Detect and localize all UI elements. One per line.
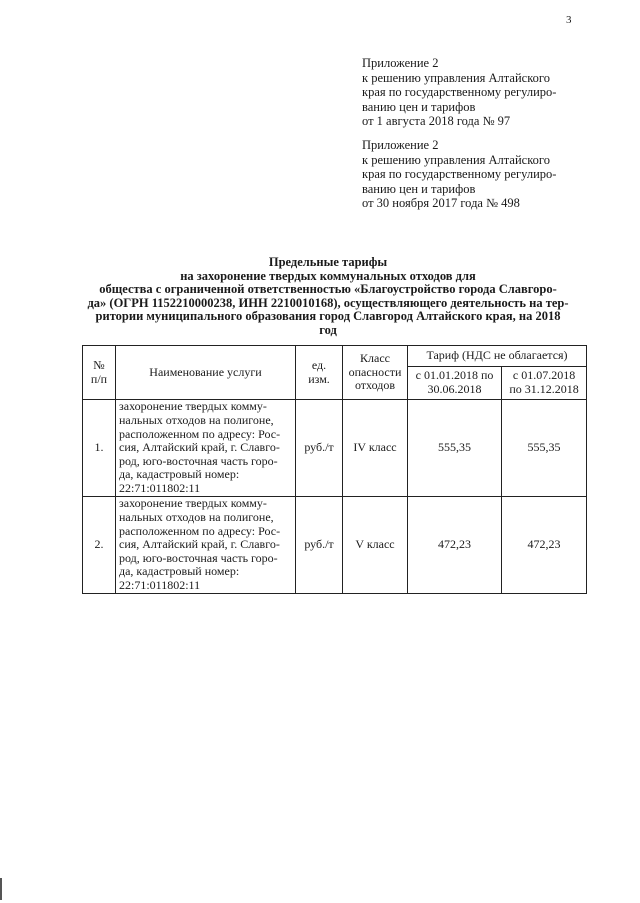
- unit: руб./т: [296, 400, 343, 497]
- service-name-line: да, кадастровый номер:: [119, 467, 240, 482]
- table-row: [83, 400, 587, 497]
- header-period-line: по 31.12.2018: [509, 382, 579, 396]
- header-num-line: п/п: [90, 371, 108, 386]
- service-name-line: нальных отходов на полигоне,: [119, 510, 274, 525]
- header-period-2: [502, 367, 587, 400]
- header-class-line: Класс: [360, 351, 390, 366]
- service-name-line: 22:71:011802:11: [119, 577, 201, 592]
- header-period-line: с 01.01.2018 по: [415, 368, 494, 383]
- title-line: да» (ОГРН 1152210000238, ИНН 2210010168), осуществляющего деятельность на тер-: [87, 295, 569, 310]
- service-name: [116, 400, 296, 497]
- unit: руб./т: [296, 497, 343, 594]
- service-name-line: захоронение твердых комму-: [119, 399, 267, 414]
- service-name-line: расположенном по адресу: Рос-: [119, 426, 281, 441]
- header-period-line: с 01.07.2018: [512, 368, 576, 383]
- appendix-line: от 30 ноября 2017 года № 498: [362, 196, 520, 210]
- hazard-class: IV класс: [343, 400, 408, 497]
- tariff-period-2: 555,35: [502, 400, 587, 497]
- tariff-period-2: 472,23: [502, 497, 587, 594]
- title-line: на захоронение твердых коммунальных отходов для: [180, 268, 476, 283]
- appendix-line: к решению управления Алтайского: [362, 70, 550, 85]
- header-num: [83, 346, 116, 400]
- service-name-line: сия, Алтайский край, г. Славго-: [119, 537, 280, 552]
- service-name: [116, 497, 296, 594]
- header-class-line: отходов: [354, 378, 396, 393]
- header-tariff-group: Тариф (НДС не облагается): [408, 346, 587, 367]
- header-unit-line: изм.: [308, 371, 330, 386]
- appendix-line: Приложение 2: [362, 138, 439, 152]
- appendix-line: к решению управления Алтайского: [362, 152, 550, 167]
- service-name-line: захоронение твердых комму-: [119, 496, 267, 511]
- row-num: 1.: [83, 400, 116, 497]
- tariff-table: [82, 345, 587, 594]
- appendix-line: Приложение 2: [362, 56, 439, 70]
- appendix-line: края по государственному регулиро-: [362, 167, 557, 181]
- service-name-line: нальных отходов на полигоне,: [119, 413, 274, 428]
- header-service-name: Наименование услуги: [116, 346, 296, 400]
- header-num-line: №: [93, 357, 105, 372]
- title-line: Предельные тарифы: [268, 255, 388, 269]
- service-name-line: род, юго-восточная часть горо-: [119, 453, 278, 468]
- header-period-line: 30.06.2018: [427, 382, 482, 396]
- tariff-period-1: 472,23: [408, 497, 502, 594]
- service-name-line: расположенном по адресу: Рос-: [119, 523, 281, 538]
- table-row: [83, 497, 587, 594]
- header-unit: [296, 346, 343, 400]
- appendix-line: ванию цен и тарифов: [362, 181, 476, 196]
- row-num: 2.: [83, 497, 116, 594]
- header-class-line: опасности: [348, 364, 402, 379]
- scan-edge-mark: [0, 878, 10, 900]
- tariff-period-1: 555,35: [408, 400, 502, 497]
- document-title: [78, 256, 578, 338]
- appendix-line: от 1 августа 2018 года № 97: [362, 114, 511, 128]
- service-name-line: сия, Алтайский край, г. Славго-: [119, 440, 280, 455]
- service-name-line: да, кадастровый номер:: [119, 564, 240, 579]
- title-line: год: [319, 322, 337, 337]
- service-name-line: 22:71:011802:11: [119, 480, 201, 495]
- appendix-line: ванию цен и тарифов: [362, 99, 476, 114]
- header-hazard-class: [343, 346, 408, 400]
- page-number: 3: [566, 14, 572, 26]
- appendix-header-original: [362, 138, 612, 211]
- title-line: ритории муниципального образования город Славгород Алтайского края, на 2018: [95, 309, 561, 324]
- header-unit-line: ед.: [311, 357, 327, 372]
- title-line: общества с ограниченной ответственностью «Благоустройство города Славгоро-: [99, 282, 557, 297]
- appendix-header-current: [362, 56, 612, 129]
- header-period-1: [408, 367, 502, 400]
- service-name-line: род, юго-восточная часть горо-: [119, 550, 278, 565]
- hazard-class: V класс: [343, 497, 408, 594]
- appendix-line: края по государственному регулиро-: [362, 85, 557, 99]
